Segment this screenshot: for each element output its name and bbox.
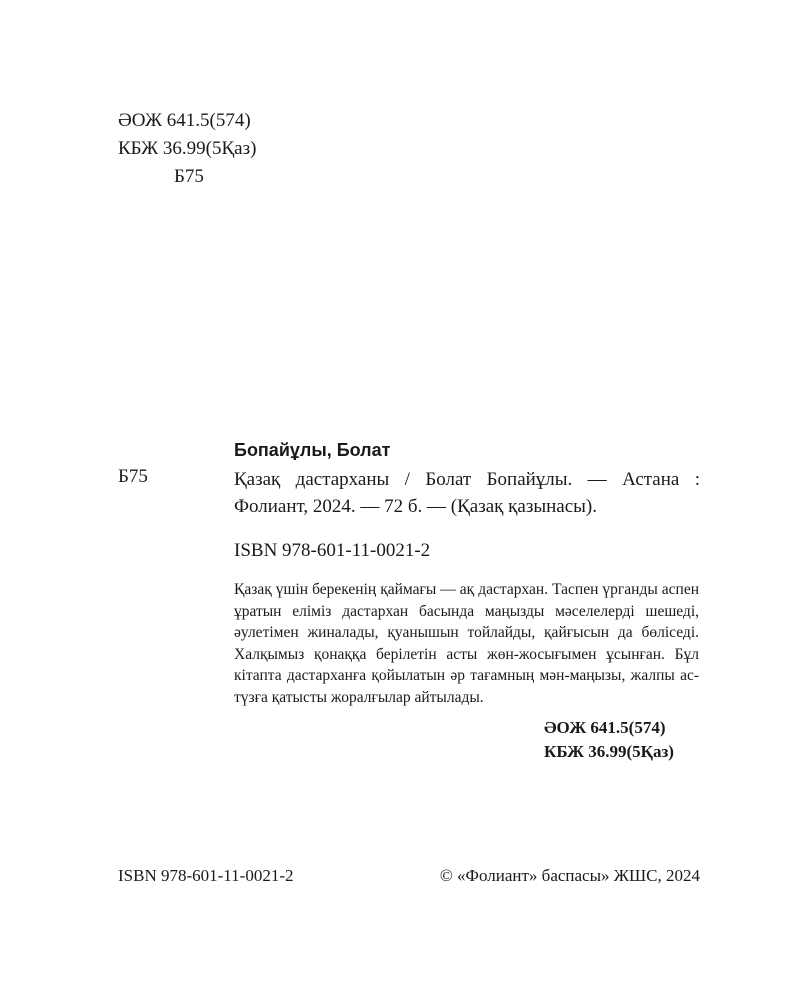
record-author-mark: Б75 (118, 466, 148, 487)
bibliographic-line-1: Қазақ дастарханы / Болат Бопайұлы. — Астана : (234, 469, 700, 490)
udc-code: ӘОЖ 641.5(574) (118, 110, 251, 131)
bibliographic-line-2: Фолиант, 2024. — 72 б. — (Қазақ қазынасы). (234, 496, 597, 517)
lbc-code: КБЖ 36.99(5Қаз) (118, 138, 257, 159)
classification-codes-top (118, 107, 256, 191)
lbc-code: КБЖ 36.99(5Қаз) (544, 742, 674, 761)
udc-code: ӘОЖ 641.5(574) (544, 718, 666, 737)
footer-copyright: © «Фолиант» баспасы» ЖШС, 2024 (439, 866, 700, 885)
author-heading: Бопайұлы, Болат (234, 440, 391, 460)
author-mark: Б75 (174, 166, 204, 187)
classification-codes-bottom (544, 716, 674, 764)
footer-isbn: ISBN 978-601-11-0021-2 (118, 866, 294, 885)
bibliographic-description (234, 466, 700, 520)
annotation: Қазақ үшін берекенің қаймағы — ақ дастархан. Таспен үрганды аспен ұратын еліміз дастархан басында маңызды мәселелерді шешеді, әулетімен жиналады, қуанышын тойлайды, қайғысын да бөліседі. Халқымыз қонаққа берілетін асты жөн-жосығымен ұсынған. Бұл кітапта дастарханға қойылатын әр тағамның мән-маңызы, жалпы ас-түзға қатысты жоралғылар айтылады. (234, 581, 699, 706)
isbn: ISBN 978-601-11-0021-2 (234, 540, 431, 561)
